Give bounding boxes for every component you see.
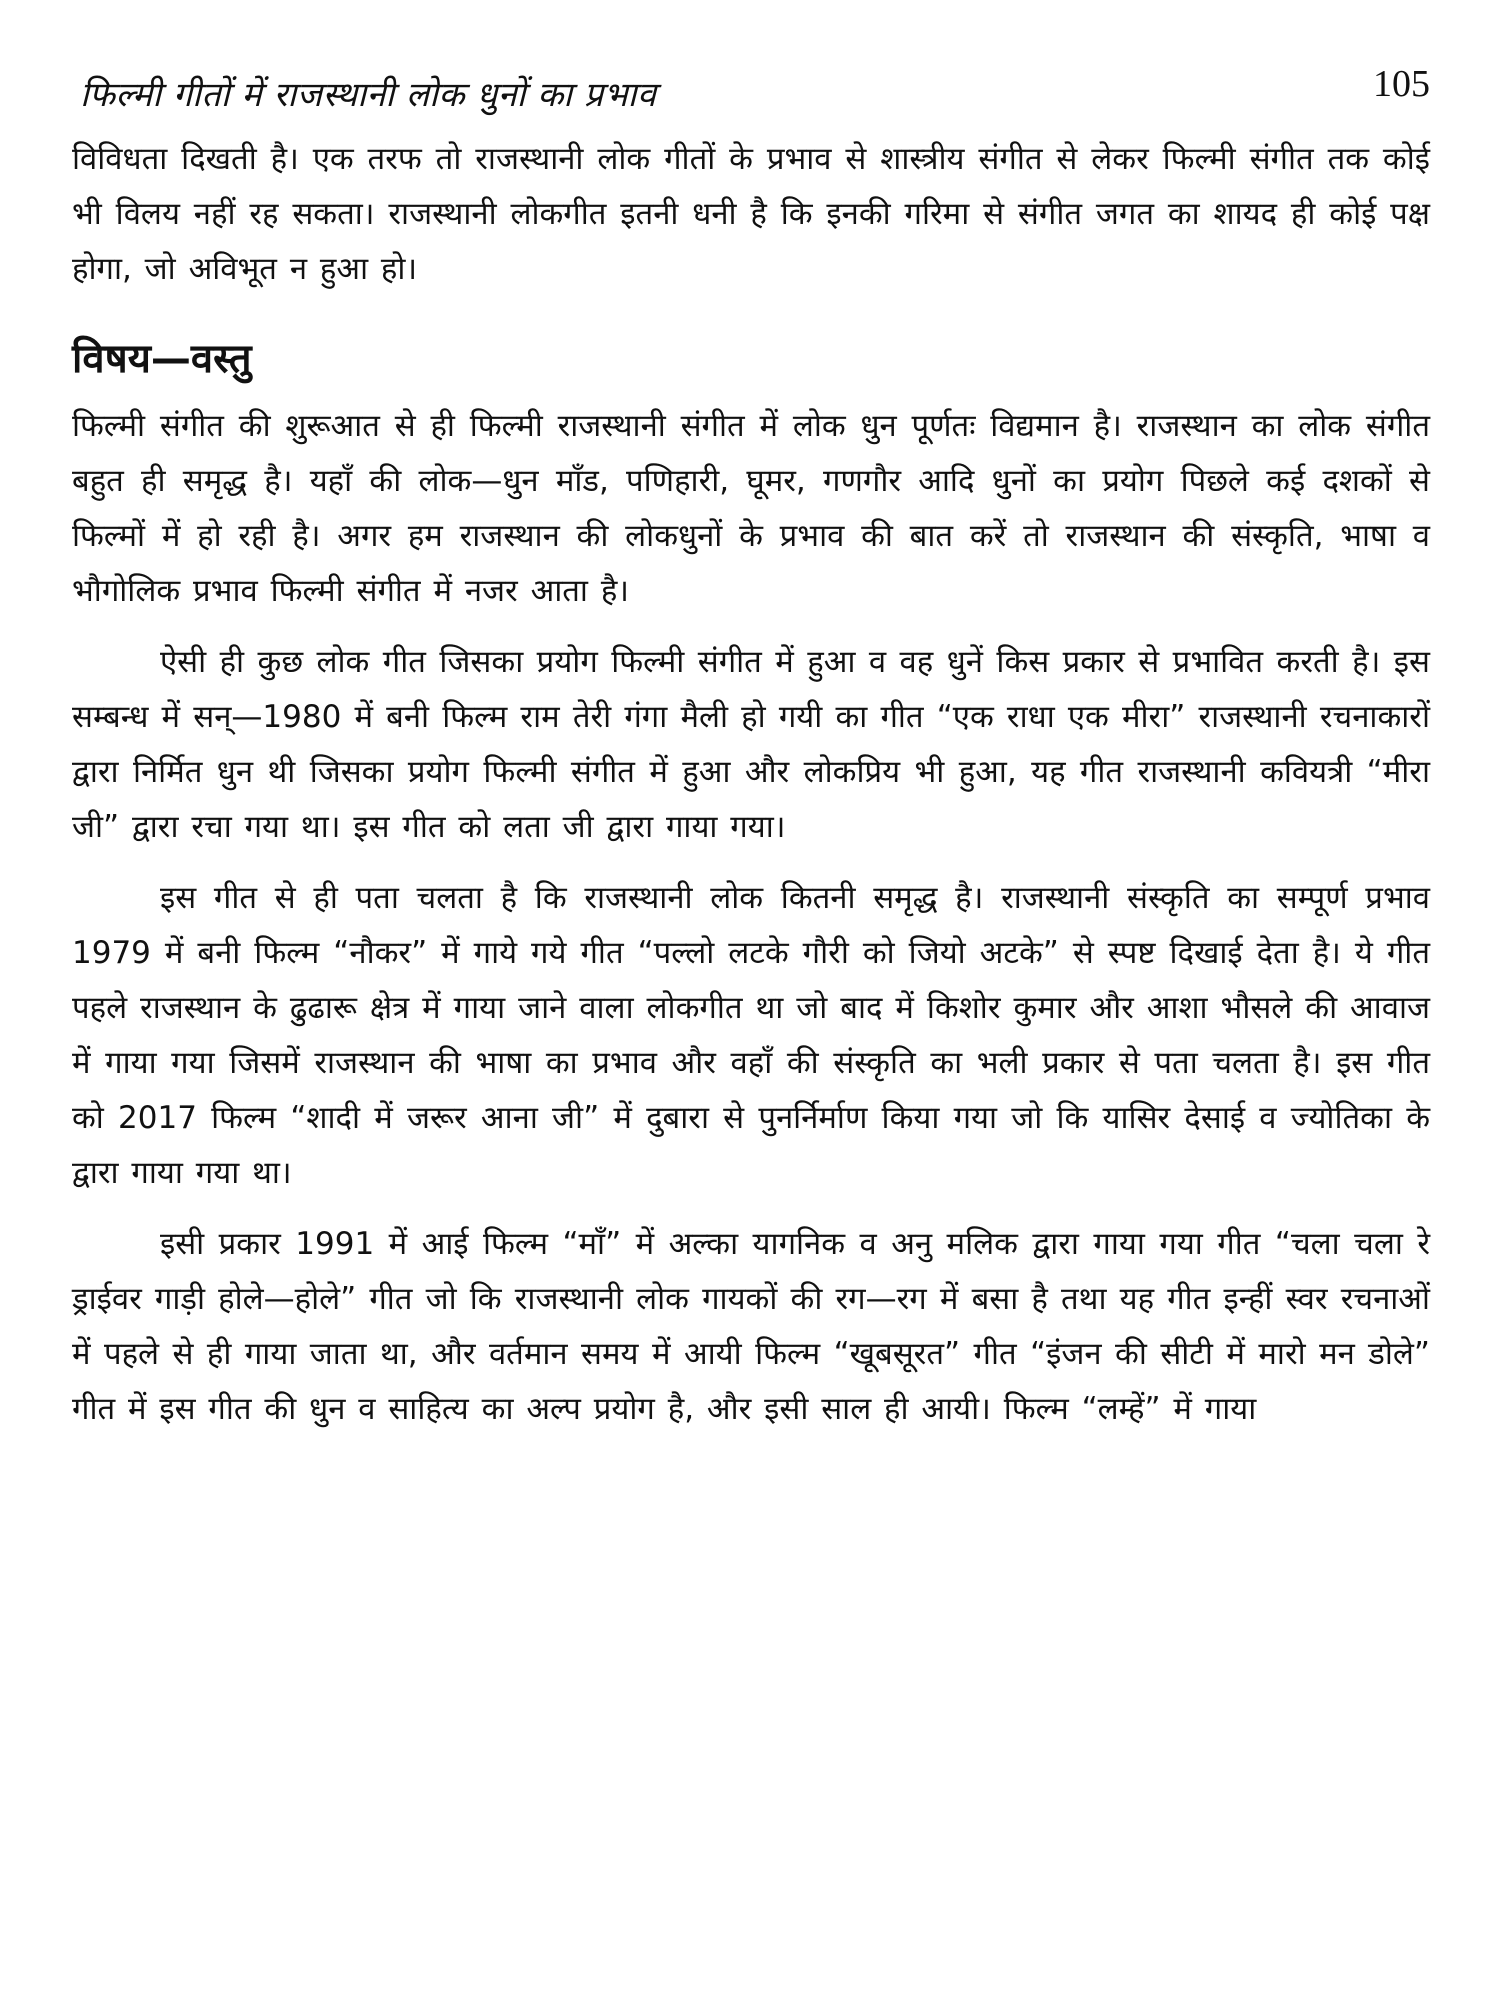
page-number: 105 bbox=[1373, 63, 1430, 105]
section-heading: विषय—वस्तु bbox=[72, 336, 252, 382]
running-header bbox=[72, 62, 1430, 132]
body-paragraph-4: इसी प्रकार 1991 में आई फिल्म “माँ” में अल्का यागनिक व अनु मलिक द्वारा गाया गया गीत “चला चला रे ड्राईवर गाड़ी होले—होले” गीत जो कि राजस्थानी लोक गायकों की रग—रग में बसा है तथा यह गीत इन्हीं स्वर रचनाओं में पहले से ही गाया जाता था, और वर्तमान समय में आयी फिल्म “खूबसूरत” गीत “इंजन की सीटी में मारो मन डोले” गीत में इस गीत की धुन व साहित्य का अल्प प्रयोग है, और इसी साल ही आयी। फिल्म “लम्हें” में गाया bbox=[72, 1226, 1430, 1427]
body-paragraph-3: इस गीत से ही पता चलता है कि राजस्थानी लोक कितनी समृद्ध है। राजस्थानी संस्कृति का सम्पूर्ण प्रभाव 1979 में बनी फिल्म “नौकर” में गाये गये गीत “पल्लो लटके गौरी को जियो अटके” से स्पष्ट दिखाई देता है। ये गीत पहले राजस्थान के ढुढारू क्षेत्र में गाया जाने वाला लोकगीत था जो बाद में किशोर कुमार और आशा भौसले की आवाज में गाया गया जिसमें राजस्थान की भाषा का प्रभाव और वहाँ की संस्कृति का भली प्रकार से पता चलता है। इस गीत को 2017 फिल्म “शादी में जरूर आना जी” में दुबारा से पुनर्निर्माण किया गया जो कि यासिर देसाई व ज्योतिका के द्वारा गाया गया था। bbox=[72, 880, 1430, 1191]
running-title: फिल्मी गीतों में राजस्थानी लोक धुनों का प्रभाव bbox=[80, 75, 657, 115]
body-paragraph-2: ऐसी ही कुछ लोक गीत जिसका प्रयोग फिल्मी संगीत में हुआ व वह धुनें किस प्रकार से प्रभावित करती है। इस सम्बन्ध में सन्—1980 में बनी फिल्म राम तेरी गंगा मैली हो गयी का गीत “एक राधा एक मीरा” राजस्थानी रचनाकारों द्वारा निर्मित धुन थी जिसका प्रयोग फिल्मी संगीत में हुआ और लोकप्रिय भी हुआ, यह गीत राजस्थानी कवियत्री “मीरा जी” द्वारा रचा गया था। इस गीत को लता जी द्वारा गाया गया। bbox=[72, 644, 1430, 845]
intro-paragraph: विविधता दिखती है। एक तरफ तो राजस्थानी लोक गीतों के प्रभाव से शास्त्रीय संगीत से लेकर फिल्मी संगीत तक कोई भी विलय नहीं रह सकता। राजस्थानी लोकगीत इतनी धनी है कि इनकी गरिमा से संगीत जगत का शायद ही कोई पक्ष होगा, जो अविभूत न हुआ हो। bbox=[72, 141, 1430, 287]
body-paragraph-1: फिल्मी संगीत की शुरूआत से ही फिल्मी राजस्थानी संगीत में लोक धुन पूर्णतः विद्यमान है। राजस्थान का लोक संगीत बहुत ही समृद्ध है। यहाँ की लोक—धुन माँड, पणिहारी, घूमर, गणगौर आदि धुनों का प्रयोग पिछले कई दशकों से फिल्मों में हो रही है। अगर हम राजस्थान की लोकधुनों के प्रभाव की बात करें तो राजस्थान की संस्कृति, भाषा व भौगोलिक प्रभाव फिल्मी संगीत में नजर आता है। bbox=[72, 408, 1430, 609]
